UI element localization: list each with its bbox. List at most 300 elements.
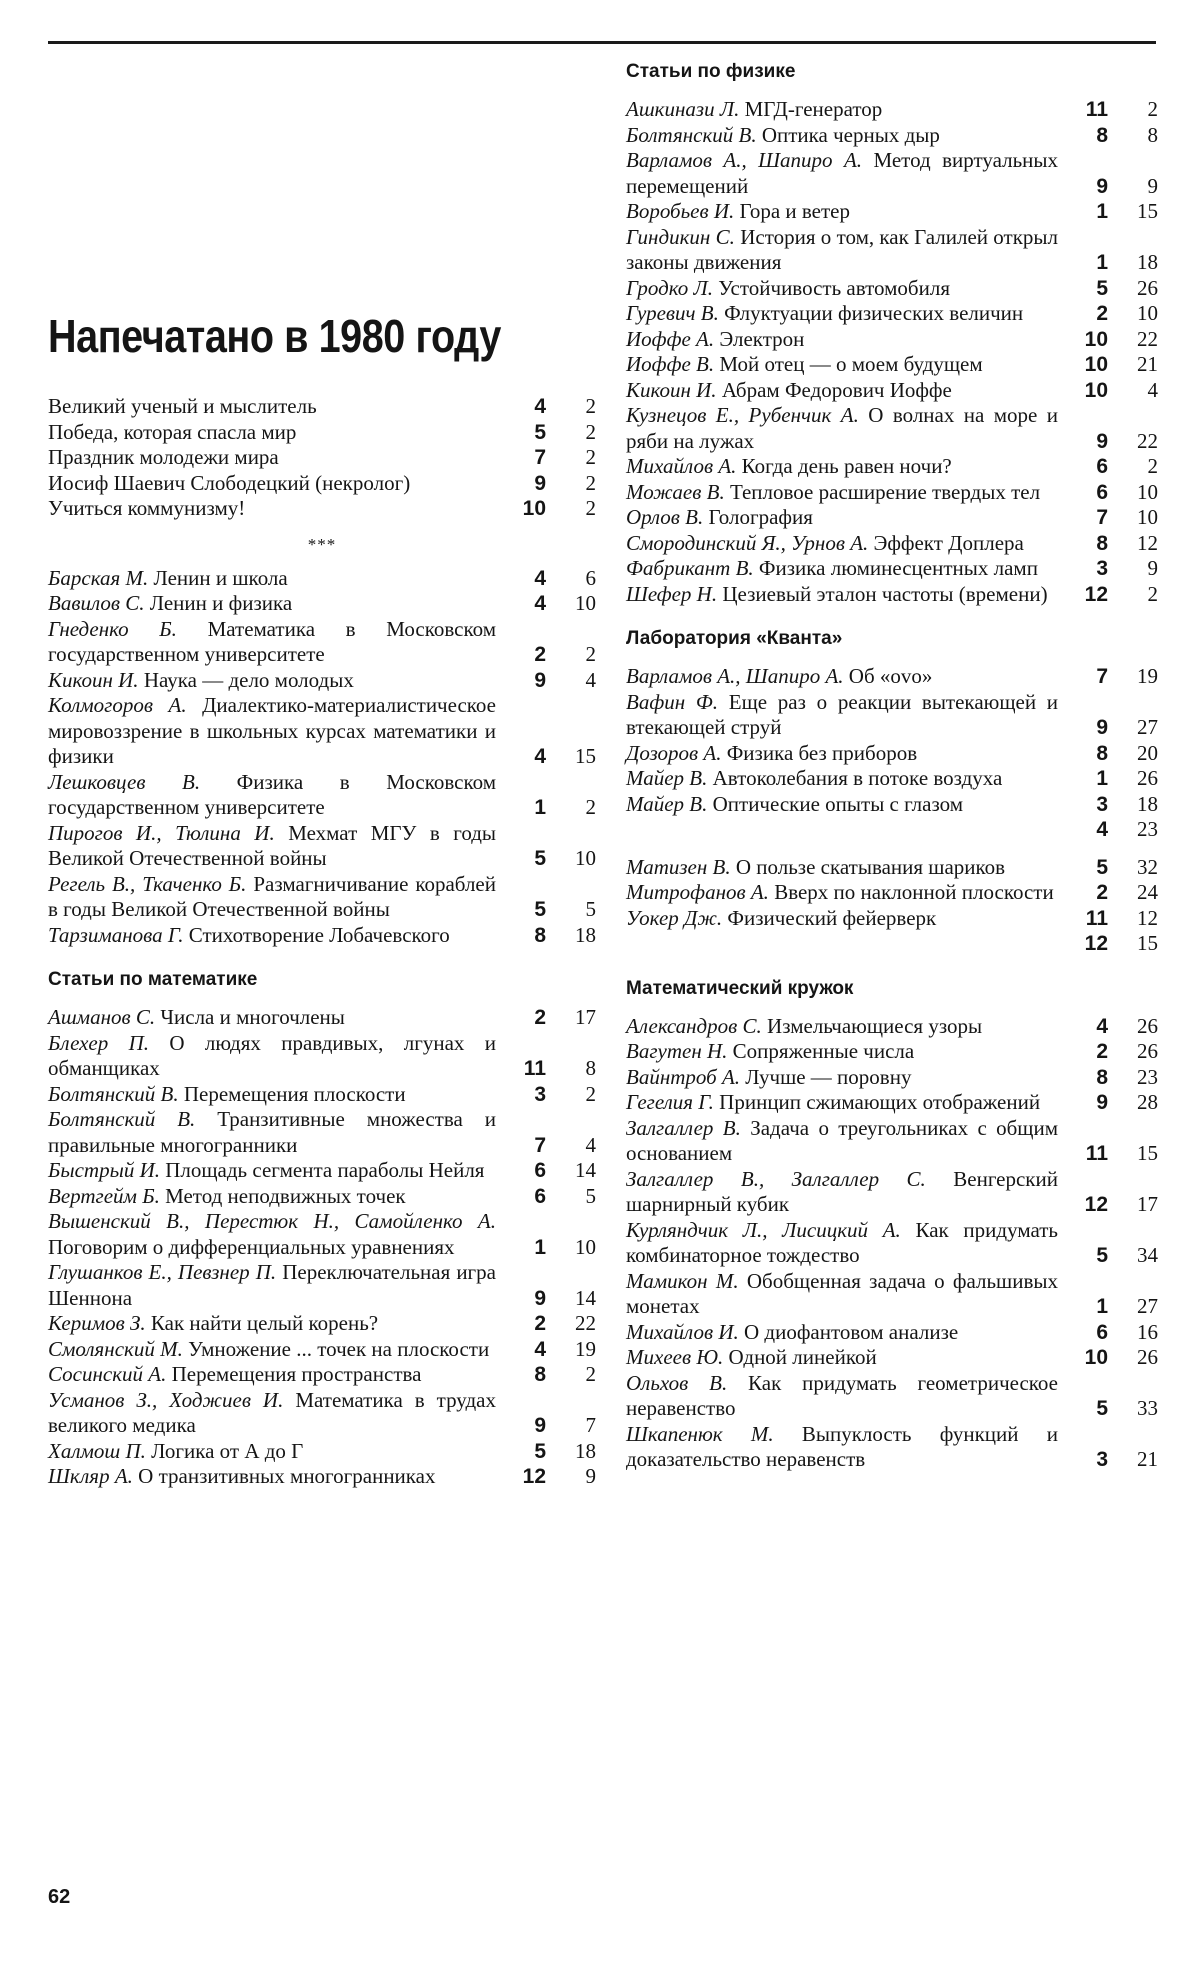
top-rule (48, 41, 1156, 44)
index-entry (626, 855, 1158, 881)
entry-title: Учиться коммунизму! (48, 496, 246, 520)
entry-author: Михеев Ю. (626, 1345, 724, 1369)
entry-title: О транзитивных многогранниках (138, 1464, 436, 1488)
issue-number: 10 (522, 497, 546, 520)
entry-text (48, 872, 502, 923)
entry-title: Измельчающиеся узоры (767, 1013, 983, 1038)
entry-text (48, 821, 502, 872)
entry-author: Керимов З. (48, 1311, 146, 1335)
entry-author: Кикоин И. (626, 377, 717, 402)
index-entry (626, 276, 1158, 302)
page-ref: 18 (1137, 250, 1158, 274)
index-entry (626, 582, 1158, 608)
entry-text (626, 199, 1064, 225)
index-entry (626, 352, 1158, 378)
page-ref: 4 (1147, 377, 1158, 402)
entry-title: Гора и ветер (739, 199, 850, 223)
index-entry (48, 566, 596, 592)
issue-number: 8 (1096, 741, 1108, 765)
issue-number: 1 (1096, 1295, 1108, 1318)
page-ref: 10 (575, 591, 596, 615)
index-entry (48, 617, 596, 668)
entry-text (48, 394, 502, 420)
entry-title: Флуктуации физических величин (724, 301, 1024, 325)
entry-author: Митрофанов А. (626, 880, 769, 904)
page-ref: 10 (1137, 301, 1158, 325)
entry-author: Гуревич В. (626, 301, 719, 325)
entry-text (48, 496, 502, 522)
entry-author: Можаев В. (626, 479, 725, 504)
index-entry (626, 1116, 1158, 1167)
issue-number: 4 (1096, 1014, 1108, 1038)
page-ref: 5 (585, 1183, 596, 1208)
entry-text (626, 225, 1064, 276)
entry-text (48, 1031, 502, 1082)
entry-text (48, 1260, 502, 1311)
entry-text (626, 1014, 1064, 1040)
index-entry (626, 1065, 1158, 1091)
entry-title: Как придумать геометрическое неравенство (626, 1370, 1059, 1420)
index-entry (48, 420, 596, 446)
page-ref: 18 (575, 922, 596, 947)
entry-text (626, 505, 1064, 531)
entry-author: Кузнецов Е., Рубенчик А. (626, 403, 859, 427)
index-entry (626, 1014, 1158, 1040)
issue-number: 5 (1096, 276, 1108, 300)
index-entry (626, 480, 1158, 506)
entry-text (48, 923, 502, 949)
issue-number: 2 (534, 1006, 546, 1029)
issue-number: 9 (1096, 429, 1108, 453)
index-entry (626, 148, 1158, 199)
entry-title: Автоколебания в потоке воздуха (712, 766, 1003, 790)
entry-author: Глушанков Е., Певзнер П. (48, 1260, 277, 1284)
entry-text (626, 741, 1064, 767)
entry-author: Варламов А., Шапиро А. (626, 664, 844, 688)
entry-title: О людях правдивых, лгунах и обманщиках (48, 1030, 497, 1080)
index-entry (626, 931, 1158, 957)
entry-author: Залгаллер В., Залгаллер С. (626, 1166, 926, 1191)
entry-author: Мамикон М. (626, 1268, 739, 1293)
issue-number: 5 (534, 1439, 546, 1463)
page-ref: 2 (585, 419, 596, 444)
issue-number: 10 (1084, 378, 1108, 402)
page-ref: 20 (1137, 740, 1158, 765)
entry-author: Блехер П. (48, 1030, 150, 1055)
page-ref: 6 (585, 565, 596, 590)
entry-text (626, 301, 1064, 327)
index-entry (48, 872, 596, 923)
entry-text (626, 582, 1064, 608)
index-entry (626, 403, 1158, 454)
issue-number: 7 (534, 1133, 546, 1157)
page-ref: 22 (1137, 326, 1158, 351)
entry-author: Иоффе В. (626, 352, 715, 376)
entry-author: Лешковцев В. (48, 769, 201, 794)
issue-number: 1 (1096, 200, 1108, 223)
entry-author: Болтянский В. (48, 1107, 196, 1131)
page-ref: 28 (1137, 1090, 1158, 1114)
issue-number: 11 (523, 1057, 546, 1080)
page-ref: 8 (1147, 122, 1158, 147)
entry-title: Метод неподвижных точек (165, 1183, 406, 1208)
entry-author: Шефер Н. (626, 581, 718, 606)
entry-title: Перемещения плоскости (183, 1081, 406, 1106)
entry-text (626, 1039, 1064, 1065)
page-ref: 9 (1147, 556, 1158, 580)
index-entry (48, 1082, 596, 1108)
entry-title: Физика в Московском государственном университете (48, 769, 497, 819)
entry-title: Сопряженные числа (732, 1039, 915, 1063)
index-entry (48, 1362, 596, 1388)
index-entry (48, 496, 596, 522)
page-ref: 19 (1137, 664, 1158, 688)
entry-text (626, 1269, 1064, 1320)
entry-title: Тепловое расширение твердых тел (729, 479, 1041, 504)
issue-number: 5 (534, 898, 546, 921)
entry-author: Кикоин И. (48, 667, 139, 692)
index-entry (48, 445, 596, 471)
index-entry (48, 821, 596, 872)
entry-text (48, 1337, 502, 1363)
page-ref: 10 (575, 1234, 596, 1259)
entry-author: Майер В. (626, 766, 708, 790)
entry-title: Оптика черных дыр (761, 122, 940, 147)
issue-number: 8 (534, 923, 546, 947)
page-ref: 4 (585, 1132, 596, 1157)
issue-number: 2 (1096, 302, 1108, 325)
entry-title: Физический фейерверк (727, 905, 937, 930)
issue-number: 5 (1096, 1244, 1108, 1267)
entry-title: Физика без приборов (726, 740, 918, 765)
entry-text (626, 327, 1064, 353)
left-column (48, 52, 596, 1490)
entry-text (626, 123, 1064, 149)
page-ref: 12 (1137, 530, 1158, 555)
entry-author: Иоффе А. (626, 326, 715, 351)
issue-number: 10 (1084, 353, 1108, 376)
entry-author: Вагутен Н. (626, 1039, 728, 1063)
physics-section-title: Статьи по физике (626, 61, 796, 82)
index-entry (48, 471, 596, 497)
entry-text (48, 471, 502, 497)
issue-number: 5 (1096, 855, 1108, 879)
index-entry (48, 1464, 596, 1490)
entry-text (48, 1082, 502, 1108)
entry-author: Вышенский В., Перестюк Н., Самойленко А. (48, 1209, 496, 1233)
entry-text (626, 148, 1064, 199)
issue-number: 8 (1096, 123, 1108, 147)
entry-text (48, 1005, 502, 1031)
issue-number: 6 (1096, 455, 1108, 478)
page-ref: 19 (575, 1336, 596, 1361)
entry-title: О волнах на море и ряби на лужах (626, 403, 1059, 453)
page-ref: 12 (1137, 905, 1158, 930)
entry-title: Победа, которая спасла мир (48, 419, 297, 444)
issue-number: 2 (534, 1312, 546, 1335)
page-ref: 27 (1137, 715, 1158, 739)
entry-title: О пользе скатывания шариков (735, 854, 1006, 879)
entry-text (48, 1388, 502, 1439)
page-ref: 15 (1137, 1141, 1158, 1165)
entry-text (48, 668, 502, 694)
right-column (626, 52, 1158, 1473)
entry-text (626, 480, 1064, 506)
entry-author: Михайлов И. (626, 1319, 739, 1344)
entry-text (626, 378, 1064, 404)
entry-text (626, 1167, 1064, 1218)
issue-number: 8 (1096, 1065, 1108, 1089)
entry-title: Задача о треугольниках с общим основанием (626, 1115, 1059, 1165)
entry-text (48, 566, 502, 592)
entry-title: Логика от А до Г (151, 1438, 304, 1463)
entry-text (48, 1184, 502, 1210)
index-entry (48, 1337, 596, 1363)
index-entry (626, 741, 1158, 767)
entry-text (626, 1218, 1064, 1269)
issue-number: 3 (534, 1082, 546, 1106)
entry-text (48, 1107, 502, 1158)
entry-author: Барская М. (48, 565, 149, 590)
entry-title: Эффект Доплера (873, 530, 1024, 555)
entry-author: Халмош П. (48, 1438, 146, 1463)
index-entry (626, 1371, 1158, 1422)
issue-number: 4 (534, 566, 546, 590)
circle-list (626, 1014, 1158, 1473)
entry-text (626, 1320, 1064, 1346)
issue-number: 11 (1085, 98, 1108, 121)
page-ref: 2 (1147, 454, 1158, 478)
index-entry (626, 556, 1158, 582)
index-entry (626, 225, 1158, 276)
issue-number: 6 (534, 1159, 546, 1182)
page-ref: 21 (1137, 352, 1158, 376)
issue-number: 12 (1084, 1193, 1108, 1216)
intro-list (48, 394, 596, 522)
index-entry (626, 1218, 1158, 1269)
entry-author: Дозоров А. (626, 740, 722, 765)
entry-title: Выпуклость функций и доказательство неравенств (626, 1421, 1058, 1471)
entry-title: МГД-генератор (744, 97, 883, 121)
entry-title: Иосиф Шаевич Слободецкий (некролог) (48, 470, 411, 495)
page-ref: 27 (1137, 1294, 1158, 1318)
page-ref: 26 (1137, 275, 1158, 300)
math-section-title: Статьи по математике (48, 969, 258, 990)
entry-author: Тарзиманова Г. (48, 922, 184, 947)
page-ref: 17 (1137, 1192, 1158, 1216)
page-ref: 2 (585, 1081, 596, 1106)
entry-author: Майер В. (626, 791, 708, 816)
separator: *** (307, 534, 337, 554)
entry-author: Гиндикин С. (626, 224, 735, 249)
page-ref: 2 (1147, 97, 1158, 121)
entry-author: Орлов В. (626, 505, 704, 529)
issue-number: 9 (534, 1286, 546, 1310)
issue-number: 9 (534, 1414, 546, 1437)
issue-number: 5 (534, 420, 546, 444)
page-ref: 23 (1137, 1064, 1158, 1089)
entry-text (626, 855, 1064, 881)
entry-text (626, 792, 1064, 818)
entry-title: Переключательная игра Шеннона (48, 1260, 496, 1310)
page-ref: 26 (1137, 1013, 1158, 1038)
entry-text (626, 1345, 1064, 1371)
entry-text (48, 591, 502, 617)
index-entry (626, 531, 1158, 557)
issue-number: 1 (1096, 251, 1108, 274)
entry-author: Варламов А., Шапиро А. (626, 148, 863, 172)
entry-author: Ашманов С. (48, 1005, 156, 1029)
issue-number: 12 (1084, 582, 1108, 606)
entry-author: Смолянский М. (48, 1336, 183, 1361)
issue-number: 1 (534, 796, 546, 819)
page-ref: 5 (585, 897, 596, 921)
entry-author: Гнеденко Б. (48, 616, 177, 641)
issue-number: 6 (1096, 480, 1108, 504)
page-ref: 10 (575, 846, 596, 870)
entry-title: Оптические опыты с глазом (712, 791, 964, 816)
index-entry (48, 1005, 596, 1031)
entry-title: Ленин и школа (153, 565, 288, 590)
entry-author: Смородинский Я., Урнов А. (626, 530, 869, 555)
issue-number: 10 (1084, 327, 1108, 351)
entry-title: Математика в Московском государственном университете (48, 616, 496, 666)
entry-author: Вайнтроб А. (626, 1064, 741, 1089)
entry-text (626, 352, 1064, 378)
entry-title: Диалектико-материалистическое мировоззрение в школьных курсах математики и физики (48, 693, 496, 768)
entry-author: Курляндчик Л., Лисицкий А. (626, 1217, 901, 1242)
entry-text (626, 556, 1064, 582)
index-entry (48, 923, 596, 949)
entry-title: Наука — дело молодых (143, 667, 354, 692)
entry-title: Праздник молодежи мира (48, 445, 279, 469)
page-number: 62 (48, 1886, 71, 1908)
page-ref: 15 (575, 744, 596, 768)
page-ref: 7 (585, 1413, 596, 1437)
entry-title: Перемещения пространства (171, 1362, 422, 1386)
entry-author: Ольхов В. (626, 1370, 728, 1395)
entry-author: Шкапенюк М. (626, 1421, 774, 1446)
page-ref: 8 (585, 1056, 596, 1080)
index-entry (626, 766, 1158, 792)
page-ref: 21 (1137, 1447, 1158, 1471)
entry-title: Транзитивные множества и правильные многогранники (48, 1107, 496, 1157)
entry-title: Лучше — поровну (745, 1064, 912, 1089)
page-ref: 4 (585, 667, 596, 692)
entry-text (626, 906, 1064, 932)
entry-author: Михайлов А. (626, 454, 737, 478)
entry-author: Александров С. (626, 1013, 762, 1038)
page-ref: 2 (585, 496, 596, 520)
page-ref: 10 (1137, 505, 1158, 529)
entry-text (626, 531, 1064, 557)
entry-title: Умножение ... точек на плоскости (188, 1336, 490, 1361)
issue-number: 2 (1096, 881, 1108, 904)
page-ref: 17 (575, 1005, 596, 1029)
entry-text (48, 693, 502, 770)
issue-number: 9 (534, 668, 546, 692)
issue-number: 4 (1096, 818, 1108, 841)
page-ref: 2 (585, 1362, 596, 1386)
lab-section-title: Лаборатория «Кванта» (626, 628, 843, 649)
entry-text (626, 403, 1064, 454)
page-ref: 22 (1137, 428, 1158, 453)
index-entry (626, 97, 1158, 123)
entry-text (626, 1065, 1064, 1091)
entry-text (48, 1311, 502, 1337)
page-ref: 32 (1137, 854, 1158, 879)
issue-number: 4 (534, 1337, 546, 1361)
entry-author: Пирогов И., Тюлина И. (48, 820, 275, 845)
index-entry (626, 690, 1158, 741)
lab-list (626, 664, 1158, 957)
entry-author: Залгаллер В. (626, 1115, 741, 1140)
page-title: Напечатано в 1980 году (48, 310, 501, 362)
index-entry (626, 301, 1158, 327)
entry-author: Вавилов С. (48, 591, 145, 615)
issue-number: 8 (1096, 531, 1108, 555)
index-entry (626, 327, 1158, 353)
entry-title: Электрон (719, 326, 805, 351)
entry-title: Абрам Федорович Иоффе (721, 377, 952, 402)
entry-text (48, 1158, 502, 1184)
entry-author: Болтянский В. (626, 122, 757, 147)
entry-text (48, 1209, 502, 1260)
index-entry (626, 1345, 1158, 1371)
entry-title: Голография (708, 505, 813, 529)
entry-text (48, 617, 502, 668)
issue-number: 5 (534, 847, 546, 870)
page-ref: 23 (1137, 817, 1158, 841)
entry-title: Великий ученый и мыслитель (48, 394, 317, 418)
index-entry (626, 817, 1158, 843)
issue-number: 1 (1096, 767, 1108, 790)
issue-number: 3 (1096, 792, 1108, 816)
issue-number: 1 (534, 1235, 546, 1259)
entry-author: Фабрикант В. (626, 556, 754, 580)
entry-title: Устойчивость автомобиля (718, 275, 950, 300)
index-entry (48, 1031, 596, 1082)
issue-number: 3 (1096, 1448, 1108, 1471)
entry-title: Стихотворение Лобачевского (188, 922, 450, 947)
index-entry (626, 505, 1158, 531)
entry-author: Сосинский А. (48, 1362, 167, 1386)
index-entry (48, 1209, 596, 1260)
issue-number: 11 (1085, 1142, 1108, 1165)
issue-number: 7 (1096, 665, 1108, 688)
entry-author: Уокер Дж. (626, 905, 723, 930)
issue-number: 8 (534, 1363, 546, 1386)
issue-number: 7 (534, 446, 546, 469)
issue-number: 9 (534, 471, 546, 495)
index-entry (48, 668, 596, 694)
entry-title: История о том, как Галилей открыл законы движения (626, 224, 1059, 274)
entry-text (626, 454, 1064, 480)
index-entry (626, 792, 1158, 818)
entry-title: Об «ovo» (848, 664, 933, 688)
entry-title: Еще раз о реакции вытекающей и втекающей струй (626, 689, 1059, 739)
entry-author: Вафин Ф. (626, 689, 719, 714)
entry-text (48, 770, 502, 821)
entry-text (626, 276, 1064, 302)
issue-number: 7 (1096, 506, 1108, 529)
page-ref: 26 (1137, 1039, 1158, 1063)
entry-author: Гродко Л. (626, 275, 713, 300)
entry-title: Когда день равен ночи? (741, 454, 952, 478)
page-ref: 26 (1137, 1345, 1158, 1369)
entry-text (626, 880, 1064, 906)
issue-number: 6 (534, 1184, 546, 1208)
